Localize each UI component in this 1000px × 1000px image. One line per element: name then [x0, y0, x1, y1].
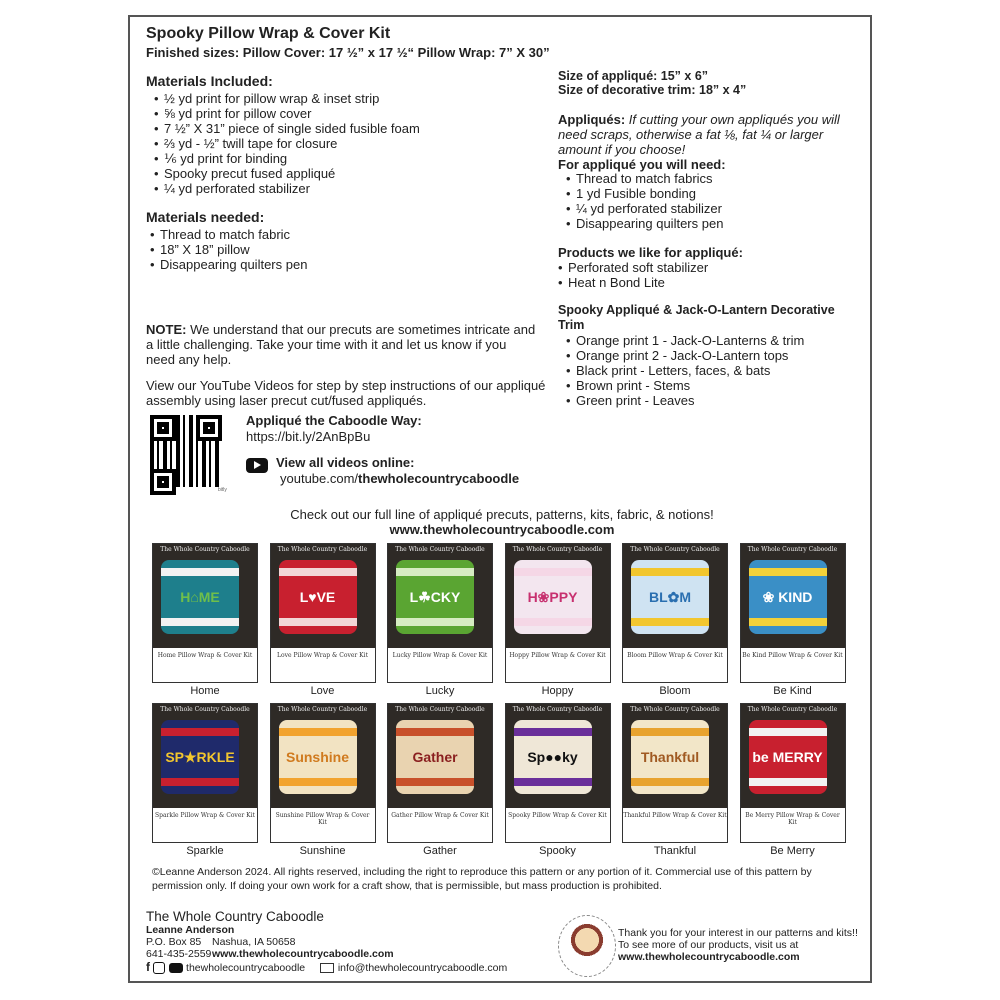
- kit-pillow: SP★RKLE: [161, 720, 239, 794]
- kit-label: Gather: [423, 845, 457, 857]
- page-title: Spooky Pillow Wrap & Cover Kit: [146, 25, 391, 42]
- phone: 641-435-2559: [146, 948, 212, 960]
- kit-pillow-band: [396, 728, 474, 736]
- kit-pillow-band: [631, 778, 709, 786]
- youtube-paragraph: View our YouTube Videos for step by step instructions of our appliqué assembly using laser precut cut/fused appliqués.: [146, 378, 546, 408]
- kit-pillow: BL✿M: [631, 560, 709, 634]
- kit-cover-image: [740, 703, 846, 843]
- kit-card[interactable]: [387, 703, 493, 857]
- for-applique-item: • Thread to match fabrics: [558, 171, 858, 186]
- kit-brand: The Whole Country Caboodle: [630, 546, 720, 553]
- kit-pillow: Gather: [396, 720, 474, 794]
- kit-cover-subtitle: Be Merry Pillow Wrap & Cover Kit: [741, 808, 845, 842]
- thank-you-note: [618, 927, 858, 963]
- kit-pillow-band: [279, 568, 357, 576]
- kit-brand: The Whole Country Caboodle: [512, 546, 603, 553]
- kit-pillow: L♥VE: [279, 560, 357, 634]
- note-text: We understand that our precuts are sometimes intricate and a little challenging. Take your time with it and let us know if you need any help.: [146, 322, 536, 367]
- kit-cover-image: [622, 703, 728, 843]
- videos-url[interactable]: [280, 471, 519, 486]
- instagram-icon[interactable]: [153, 962, 165, 974]
- email-link[interactable]: info@thewholecountrycaboodle.com: [337, 962, 508, 974]
- materials-included-item: • ¼ yd perforated stabilizer: [146, 181, 546, 196]
- kit-pillow: Thankful: [631, 720, 709, 794]
- materials-needed-item: • 18” X 18” pillow: [142, 242, 542, 257]
- products-list: [550, 260, 850, 290]
- for-applique-item: • Disappearing quilters pen: [558, 216, 858, 231]
- materials-included-heading: Materials Included:: [146, 73, 273, 89]
- youtube-icon: [246, 458, 268, 473]
- company-name: The Whole Country Caboodle: [146, 909, 324, 924]
- appliques-label: Appliqués:: [558, 112, 626, 127]
- kit-cover-subtitle: Sparkle Pillow Wrap & Cover Kit: [153, 808, 257, 842]
- kit-pillow: ❀ KIND: [749, 560, 827, 634]
- kit-pillow-band: [396, 778, 474, 786]
- materials-needed-item: • Disappearing quilters pen: [142, 257, 542, 272]
- kit-label: Lucky: [425, 685, 455, 697]
- kit-pillow-band: [279, 618, 357, 626]
- caboodle-way-link[interactable]: https://bit.ly/2AnBpBu: [246, 429, 371, 444]
- kit-cover-image: [505, 543, 611, 683]
- kit-pillow-band: [631, 568, 709, 576]
- qr-code-corner: [150, 469, 176, 495]
- kit-label: Thankful: [653, 845, 697, 857]
- kit-pillow-band: [749, 618, 827, 626]
- kit-pillow-band: [279, 728, 357, 736]
- kit-card[interactable]: [152, 543, 258, 697]
- kit-pillow-band: [514, 618, 592, 626]
- kit-brand: The Whole Country Caboodle: [277, 706, 368, 713]
- kit-cover-subtitle: Spooky Pillow Wrap & Cover Kit: [506, 808, 610, 842]
- products-item: • Heat n Bond Lite: [550, 275, 850, 290]
- kit-card[interactable]: [740, 703, 846, 857]
- kit-label: Sparkle: [186, 845, 224, 857]
- materials-needed-heading: Materials needed:: [146, 209, 265, 225]
- kit-pillow-band: [631, 618, 709, 626]
- kit-pillow-band: [396, 618, 474, 626]
- kit-brand: The Whole Country Caboodle: [395, 706, 485, 713]
- catalog-line: Check out our full line of appliqué precuts, patterns, kits, fabric, & notions!: [290, 507, 714, 522]
- facebook-icon[interactable]: f: [146, 960, 150, 974]
- kit-label: Spooky: [539, 845, 576, 857]
- note-paragraph: [146, 322, 536, 367]
- kit-card[interactable]: [152, 703, 258, 857]
- kit-pillow-band: [279, 778, 357, 786]
- kit-cover-subtitle: Bloom Pillow Wrap & Cover Kit: [623, 648, 727, 682]
- kit-cover-subtitle: Be Kind Pillow Wrap & Cover Kit: [741, 648, 845, 682]
- kit-cover-subtitle: Home Pillow Wrap & Cover Kit: [153, 648, 257, 682]
- city: Nashua, IA 50658: [212, 936, 296, 948]
- kit-catalog-grid: [152, 543, 852, 855]
- kit-label: Sunshine: [299, 845, 346, 857]
- thank-you-url[interactable]: www.thewholecountrycaboodle.com: [618, 951, 800, 963]
- pattern-back-page: [128, 15, 872, 983]
- materials-needed-item: • Thread to match fabric: [142, 227, 542, 242]
- kit-cover-subtitle: Gather Pillow Wrap & Cover Kit: [388, 808, 492, 842]
- kit-pillow-band: [161, 568, 239, 576]
- kit-cover-subtitle: Love Pillow Wrap & Cover Kit: [271, 648, 375, 682]
- kit-brand: The Whole Country Caboodle: [160, 706, 250, 713]
- kit-brand: The Whole Country Caboodle: [630, 706, 720, 713]
- kit-pillow-band: [749, 568, 827, 576]
- trim-item: • Green print - Leaves: [558, 393, 858, 408]
- caboodle-logo: [558, 915, 616, 977]
- kit-card[interactable]: [505, 703, 611, 857]
- trim-list: [558, 333, 858, 408]
- for-applique-list: [558, 171, 858, 231]
- kit-pillow: H⌂ME: [161, 560, 239, 634]
- kit-card[interactable]: [622, 543, 728, 697]
- kit-card[interactable]: [505, 543, 611, 697]
- copyright-notice: ©Leanne Anderson 2024. All rights reserved, including the right to reproduce this pattern or any portion of it. Commercial use of this pattern by permission only. If doing your own work for a craft show, that is permissible, but mass production is prohibited.: [152, 866, 812, 892]
- kit-cover-image: [270, 543, 376, 683]
- kit-cover-image: [270, 703, 376, 843]
- kit-card[interactable]: [387, 543, 493, 697]
- youtube-small-icon[interactable]: [169, 963, 183, 973]
- social-row: [146, 960, 507, 974]
- kit-cover-subtitle: Lucky Pillow Wrap & Cover Kit: [388, 648, 492, 682]
- kit-pillow-band: [749, 778, 827, 786]
- caboodle-way-heading: Appliqué the Caboodle Way:: [246, 413, 422, 428]
- kit-card[interactable]: [740, 543, 846, 697]
- kit-cover-image: [387, 703, 493, 843]
- kit-card[interactable]: [270, 543, 376, 697]
- kit-pillow-band: [396, 568, 474, 576]
- kit-cover-image: [505, 703, 611, 843]
- kit-cover-subtitle: Sunshine Pillow Wrap & Cover Kit: [271, 808, 375, 842]
- thank-you-text: Thank you for your interest in our patterns and kits!! To see more of our products, visit us at: [618, 927, 858, 951]
- materials-included-item: • 7 ½” X 31” piece of single sided fusible foam: [146, 121, 546, 136]
- kit-brand: The Whole Country Caboodle: [747, 706, 838, 713]
- catalog-website[interactable]: www.thewholecountrycaboodle.com: [389, 522, 615, 537]
- kit-cover-image: [152, 703, 258, 843]
- for-applique-heading: For appliqué you will need:: [558, 157, 726, 172]
- social-handle[interactable]: thewholecountrycaboodle: [186, 962, 306, 974]
- kit-pillow-band: [514, 728, 592, 736]
- qr-note: bitly: [218, 487, 227, 493]
- po-box: P.O. Box 85: [146, 936, 202, 948]
- kit-label: Be Kind: [773, 685, 812, 697]
- appliques-text: If cutting your own appliqués you will need scraps, otherwise a fat ⅛, fat ¼ or larger amount if you choose!: [558, 112, 840, 157]
- person-name: Leanne Anderson: [146, 924, 235, 936]
- website-link[interactable]: www.thewholecountrycaboodle.com: [212, 948, 394, 960]
- kit-pillow: Sunshine: [279, 720, 357, 794]
- videos-url-channel: thewholecountrycaboodle: [358, 471, 520, 486]
- kit-pillow-band: [749, 728, 827, 736]
- materials-included-item: • ⅙ yd print for binding: [146, 151, 546, 166]
- kit-brand: The Whole Country Caboodle: [747, 546, 838, 553]
- products-heading: Products we like for appliqué:: [558, 245, 743, 260]
- kit-card[interactable]: [622, 703, 728, 857]
- for-applique-item: • ¼ yd perforated stabilizer: [558, 201, 858, 216]
- videos-heading: View all videos online:: [276, 455, 415, 470]
- kit-label: Love: [310, 685, 335, 697]
- for-applique-item: • 1 yd Fusible bonding: [558, 186, 858, 201]
- materials-included-item: • Spooky precut fused appliqué: [146, 166, 546, 181]
- trim-heading: Spooky Appliqué & Jack-O-Lantern Decorative Trim: [558, 303, 835, 332]
- kit-pillow-band: [514, 568, 592, 576]
- kit-pillow: H❀PPY: [514, 560, 592, 634]
- kit-pillow: L☘CKY: [396, 560, 474, 634]
- kit-pillow-band: [631, 728, 709, 736]
- trim-item: • Brown print - Stems: [558, 378, 858, 393]
- kit-cover-image: [622, 543, 728, 683]
- materials-included-item: • ⅝ yd print for pillow cover: [146, 106, 546, 121]
- products-item: • Perforated soft stabilizer: [550, 260, 850, 275]
- materials-included-item: • ⅔ yd - ½” twill tape for closure: [146, 136, 546, 151]
- kit-brand: The Whole Country Caboodle: [160, 546, 250, 553]
- kit-cover-image: [740, 543, 846, 683]
- kit-pillow-band: [161, 618, 239, 626]
- kit-pillow: be MERRY: [749, 720, 827, 794]
- materials-included-list: [146, 91, 546, 196]
- trim-item: • Black print - Letters, faces, & bats: [558, 363, 858, 378]
- trim-item: • Orange print 2 - Jack-O-Lantern tops: [558, 348, 858, 363]
- kit-label: Be Merry: [770, 845, 815, 857]
- kit-cover-subtitle: Thankful Pillow Wrap & Cover Kit: [623, 808, 727, 842]
- kit-brand: The Whole Country Caboodle: [395, 546, 485, 553]
- materials-included-item: • ½ yd print for pillow wrap & inset strip: [146, 91, 546, 106]
- size-applique: Size of appliqué: 15” x 6”: [558, 69, 709, 83]
- materials-needed-list: [142, 227, 542, 272]
- note-label: NOTE:: [146, 322, 187, 337]
- appliques-paragraph: [558, 112, 858, 157]
- videos-url-prefix: youtube.com/: [280, 471, 359, 486]
- kit-pillow-band: [161, 728, 239, 736]
- kit-cover-subtitle: Hoppy Pillow Wrap & Cover Kit: [506, 648, 610, 682]
- kit-label: Hoppy: [541, 685, 574, 697]
- kit-brand: The Whole Country Caboodle: [277, 546, 368, 553]
- trim-item: • Orange print 1 - Jack-O-Lanterns & trim: [558, 333, 858, 348]
- kit-cover-image: [387, 543, 493, 683]
- kit-cover-image: [152, 543, 258, 683]
- kit-brand: The Whole Country Caboodle: [512, 706, 603, 713]
- kit-label: Home: [190, 685, 220, 697]
- mail-icon: [320, 963, 334, 973]
- kit-pillow-band: [161, 778, 239, 786]
- kit-pillow-band: [514, 778, 592, 786]
- kit-pillow: Sp●●ky: [514, 720, 592, 794]
- size-trim: Size of decorative trim: 18” x 4”: [558, 83, 747, 97]
- kit-label: Bloom: [659, 685, 691, 697]
- kit-card[interactable]: [270, 703, 376, 857]
- finished-sizes: Finished sizes: Pillow Cover: 17 ½” x 17 ½“ Pillow Wrap: 7” X 30”: [146, 45, 550, 60]
